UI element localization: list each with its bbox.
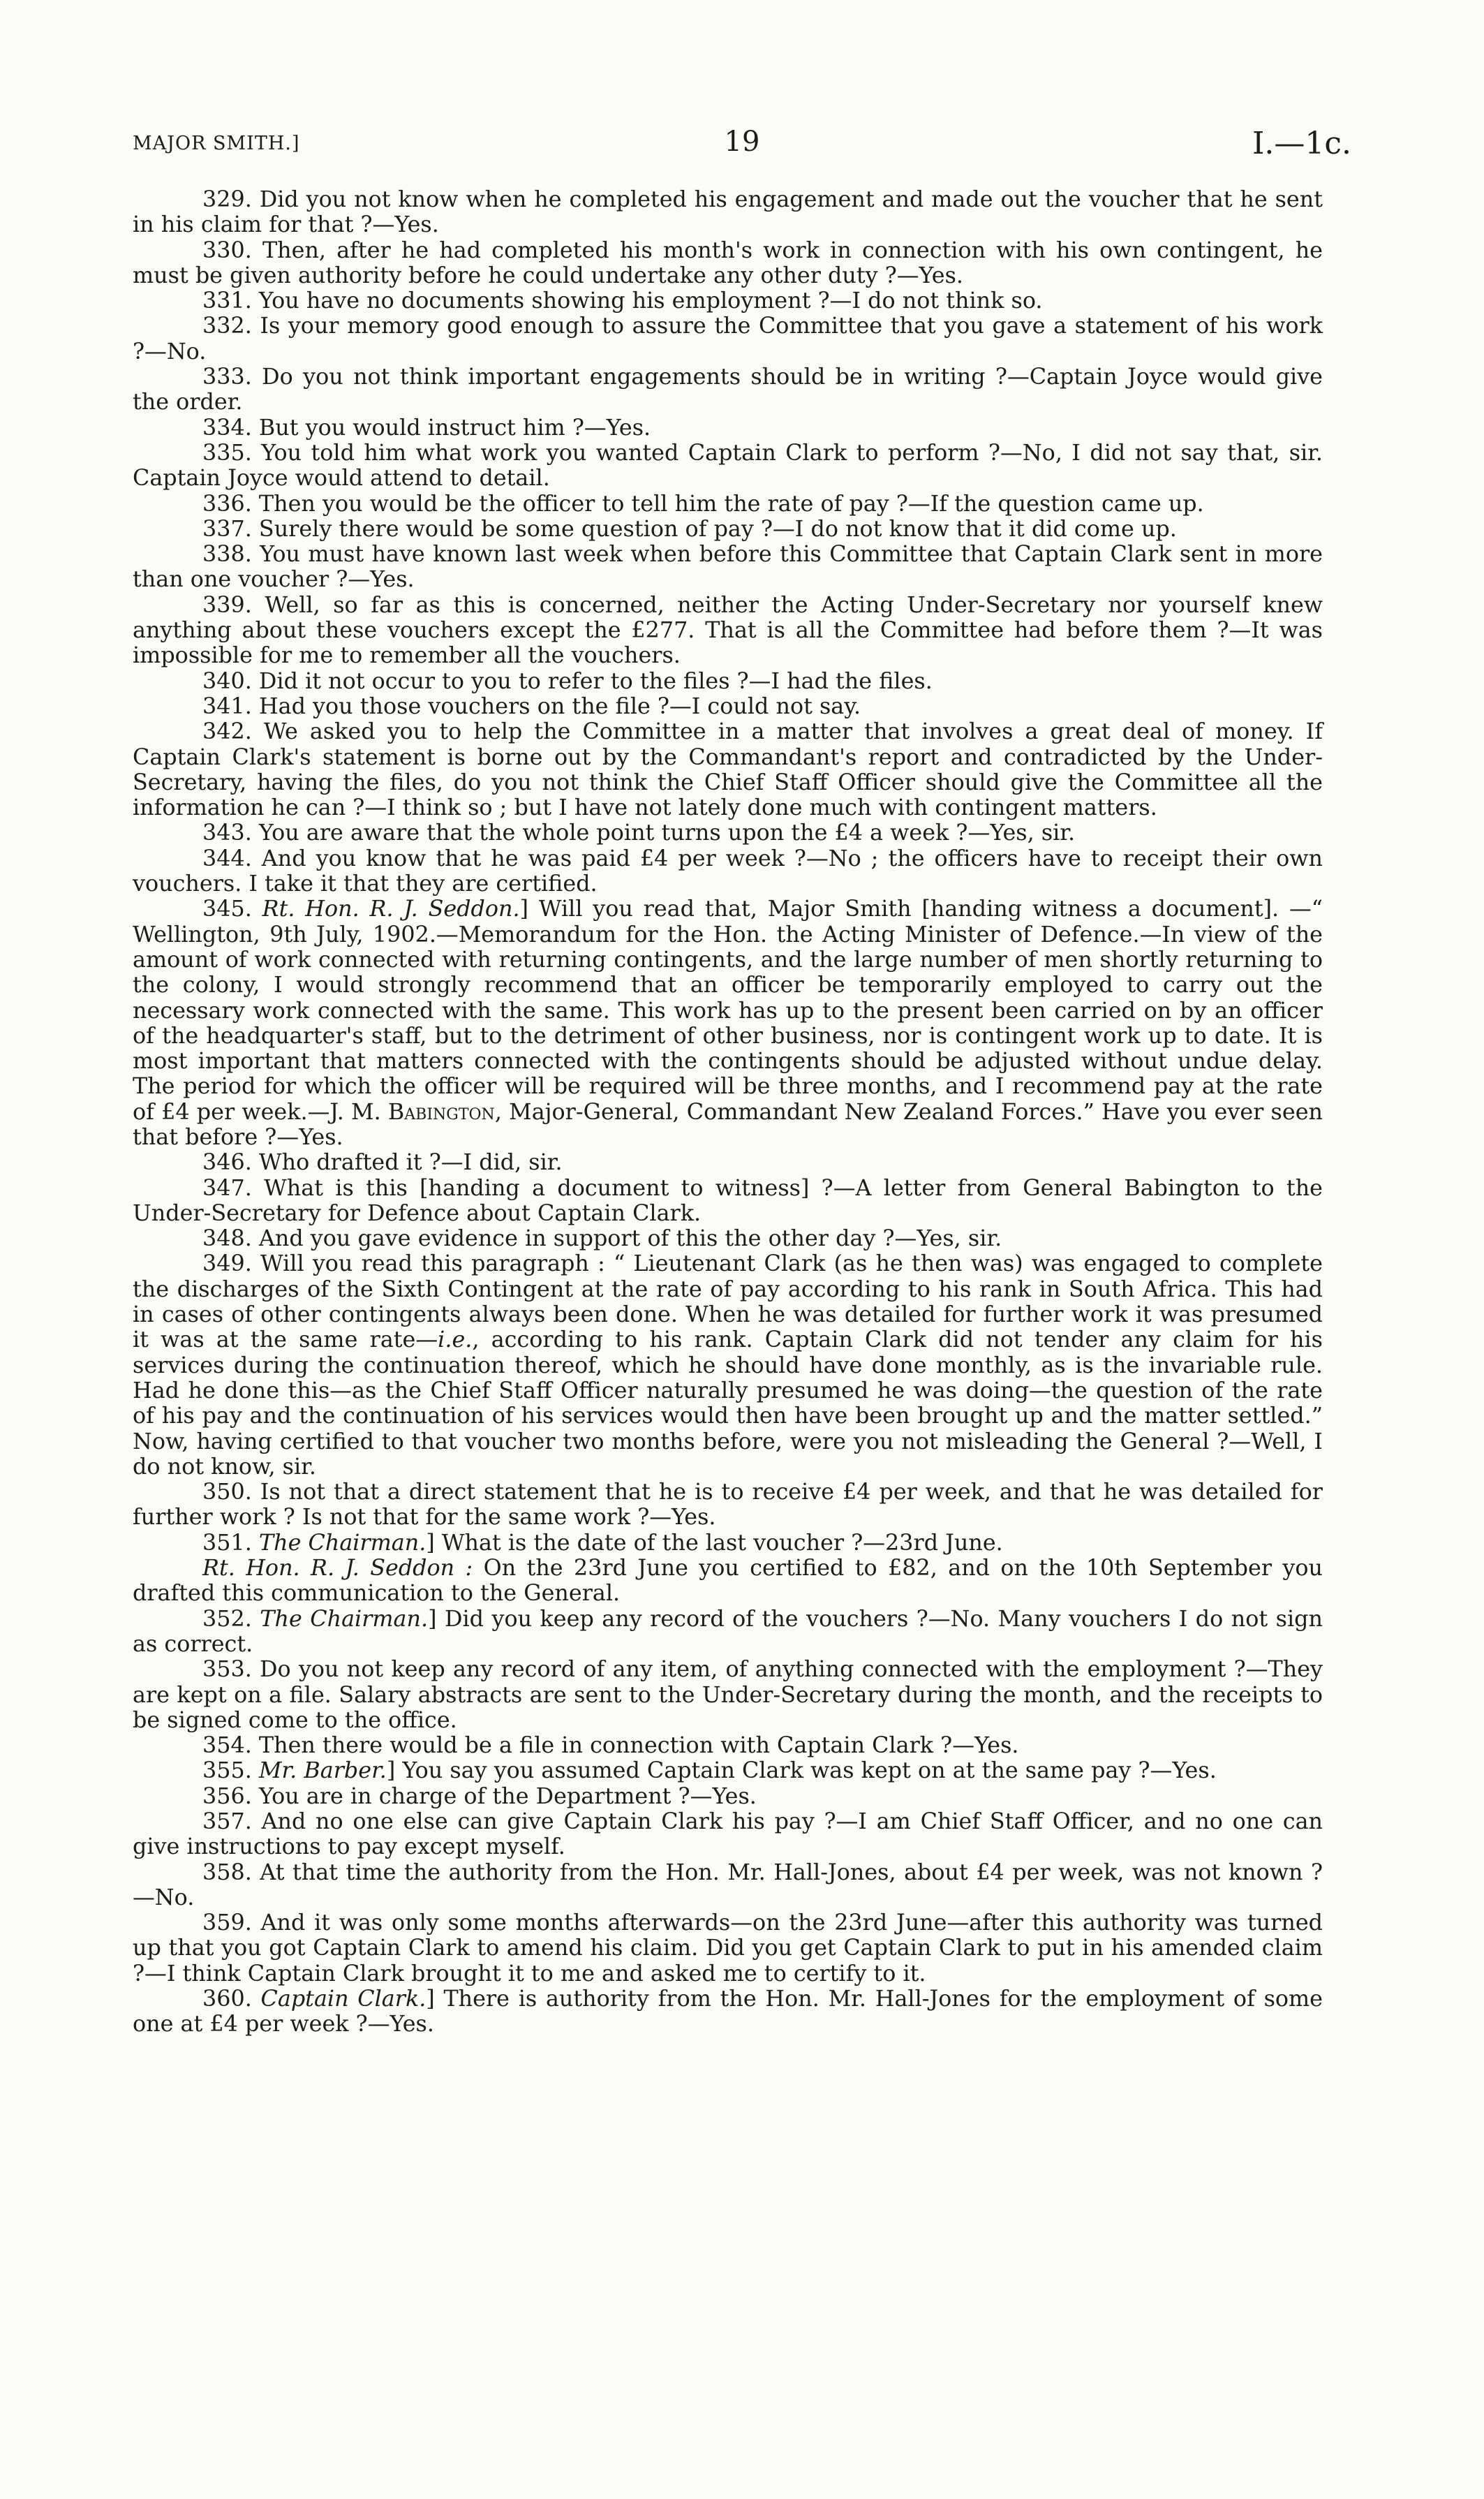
paragraph-text: 334. But you would instruct him ?—Yes. [202,414,651,441]
paragraph-text: 355. [202,1757,259,1784]
paragraph-text: ] Did you keep any record of the vouchers ?—No. Many vouchers I do not sign as correct. [133,1605,1323,1657]
evidence-paragraph [133,1556,1323,1607]
paragraph-text: 350. Is not that a direct statement that he is to receive £4 per week, and that he was detailed for further work ? Is not that for the same work ?—Yes. [133,1479,1323,1531]
paragraph-text: 338. You must have known last week when before this Committee that Captain Clark sent in more than one voucher ?—Yes. [133,541,1323,593]
paragraph-text: 348. And you gave evidence in support of this the other day ?—Yes, sir. [202,1225,1002,1252]
speaker-name: Captain Clark. [260,1986,426,2012]
paragraph-text: 344. And you know that he was paid £4 per week ?—No ; the officers have to receipt their own vouchers. I take it that they are certified. [133,845,1323,897]
paragraph-text: 358. At that time the authority from the Hon. Mr. Hall-Jones, about £4 per week, was not known ?—No. [133,1859,1323,1910]
evidence-paragraph [133,492,1323,517]
paragraph-text: ] What is the date of the last voucher ?—23rd June. [426,1529,1003,1556]
evidence-paragraph [133,1784,1323,1809]
speaker-name: Rt. Hon. R. J. Seddon : [202,1555,473,1582]
evidence-paragraph [133,694,1323,719]
evidence-paragraph [133,1251,1323,1480]
header-paper-reference: I.—1c. [1252,126,1351,161]
paragraph-text: 343. You are aware that the whole point turns upon the £4 a week ?—Yes, sir. [202,820,1076,846]
evidence-text [133,187,1323,2037]
paragraph-text: 330. Then, after he had completed his month's work in connection with his own contingent, he must be given authority before he could undertake any other duty ?—Yes. [133,237,1323,288]
evidence-paragraph [133,1809,1323,1860]
evidence-paragraph [133,187,1323,238]
paragraph-text: 339. Well, so far as this is concerned, neither the Acting Under-Secretary nor yourself knew anything about these vouchers except the £277. That is all the Committee had before them ?—It was impossible for me to remember all the vouchers. [133,591,1323,669]
paragraph-text: 345. [202,896,262,922]
paragraph-text: 353. Do you not keep any record of any item, of anything connected with the employment ?—They are kept on a file. Salary abstracts are sent to the Under-Secretary during the month, and the receipts to be signed come to the office. [133,1656,1323,1733]
signatory-name: Babington [387,1098,495,1125]
paragraph-text: 357. And no one else can give Captain Clark his pay ?—I am Chief Staff Officer, and no one can give instructions to pay except myself. [133,1808,1323,1860]
paragraph-text: 329. Did you not know when he completed his engagement and made out the voucher that he sent in his claim for that ?—Yes. [133,186,1323,238]
paragraph-text: 360. [202,1986,261,2012]
evidence-paragraph [133,415,1323,441]
paragraph-text: 356. You are in charge of the Department ?—Yes. [202,1783,757,1809]
evidence-paragraph [133,1480,1323,1531]
page-header [133,126,1351,168]
paragraph-text: 336. Then you would be the officer to tell him the rate of pay ?—If the question came up. [202,490,1204,517]
paragraph-text: 352. [202,1605,260,1632]
paragraph-text: , Major-General, Commandant New Zealand Forces.” Have you ever seen that before ?—Yes. [133,1098,1323,1150]
paragraph-text: 351. [202,1529,259,1556]
evidence-paragraph [133,542,1323,593]
paragraph-text: On the 23rd June you certified to £82, and on the 10th September you drafted this communication to the General. [133,1555,1323,1607]
paragraph-text: , according to his rank. Captain Clark did not tender any claim for his services during the continuation thereof, which he should have done monthly, as is the invariable rule. Had he done this—as the Chief Staff Officer naturally presumed he was doing—the question of the rate of his pay and the continuation of his services would then have been brought up and the matter settled.” Now, having certified to that voucher two months before, were you not misleading the General ?—Well, I do not know, sir. [133,1327,1323,1480]
speaker-name: The Chairman. [260,1605,429,1632]
evidence-paragraph [133,1733,1323,1758]
evidence-paragraph [133,593,1323,669]
paragraph-text: 341. Had you those vouchers on the file ?—I could not say. [202,693,861,719]
evidence-paragraph [133,846,1323,897]
speaker-name: Mr. Barber. [258,1757,387,1784]
evidence-paragraph [133,1758,1323,1783]
speaker-name: The Chairman. [258,1529,426,1556]
evidence-paragraph [133,719,1323,820]
evidence-paragraph [133,669,1323,694]
paragraph-text: 331. You have no documents showing his employment ?—I do not think so. [202,288,1043,314]
evidence-paragraph [133,820,1323,846]
evidence-paragraph [133,1607,1323,1658]
evidence-paragraph [133,1657,1323,1733]
paragraph-text: 349. Will you read this paragraph : “ Lieutenant Clark (as he then was) was engaged to complete the discharges of the Sixth Contingent at the rate of pay according to his rank in South Africa. This had in cases of other contingents always been done. When he was detailed for further work it was presumed it was at the same rate— [133,1251,1323,1353]
paragraph-text: ] There is authority from the Hon. Mr. Hall-Jones for the employment of some one at £4 per week ?—Yes. [133,1986,1323,2037]
evidence-paragraph [133,897,1323,1150]
header-witness-name: MAJOR SMITH.] [133,133,300,154]
evidence-paragraph [133,517,1323,542]
evidence-paragraph [133,364,1323,415]
speaker-name: Rt. Hon. R. J. Seddon. [262,896,520,922]
evidence-paragraph [133,314,1323,364]
paragraph-text: ] You say you assumed Captain Clark was kept on at the same pay ?—Yes. [386,1757,1217,1784]
paragraph-text: ] Will you read that, Major Smith [handing witness a document]. —“ Wellington, 9th July, 1902.—Memorandum for the Hon. the Acting Minister of Defence.—In view of the amount of work connected with returning contingents, and the large number of men shortly returning to the colony, I would strongly recommend that an officer be temporarily employed to carry out the necessary work connected with the same. This work has up to the present been carried on by an officer of the headquarter's staff, but to the detriment of other business, nor is contingent work up to date. It is most important that matters connected with the contingents should be adjusted without undue delay. The period for which the officer will be required will be three months, and I recommend pay at the rate of £4 per week.—J. M. [133,896,1323,1125]
paragraph-text: 332. Is your memory good enough to assure the Committee that you gave a statement of his work ?—No. [133,313,1323,364]
paragraph-text: 335. You told him what work you wanted Captain Clark to perform ?—No, I did not say that, sir. Captain Joyce would attend to detail. [133,439,1323,492]
evidence-paragraph [133,441,1323,492]
page-number: 19 [724,126,760,158]
evidence-paragraph [133,1860,1323,1911]
paragraph-text: 337. Surely there would be some question of pay ?—I do not know that it did come up. [202,515,1177,542]
evidence-paragraph [133,238,1323,289]
paragraph-text: 359. And it was only some months afterwards—on the 23rd June—after this authority was turned up that you got Captain Clark to amend his claim. Did you get Captain Clark to put in his amended claim ?—I think Captain Clark brought it to me and asked me to certify to it. [133,1910,1323,1986]
paragraph-text: 347. What is this [handing a document to witness] ?—A letter from General Babington to the Under-Secretary for Defence about Captain Clark. [133,1174,1323,1226]
evidence-paragraph [133,1226,1323,1251]
evidence-paragraph [133,288,1323,314]
evidence-paragraph [133,1986,1323,2037]
evidence-paragraph [133,1150,1323,1175]
paragraph-text: 346. Who drafted it ?—I did, sir. [202,1149,563,1176]
paragraph-text: 342. We asked you to help the Committee in a matter that involves a great deal of money. If Captain Clark's statement is borne out by the Commandant's report and contradicted by the Under-Secretary, having the files, do you not think the Chief Staff Officer should give the Committee all the information he can ?—I think so ; but I have not lately done much with contingent matters. [133,718,1323,821]
evidence-paragraph [133,1531,1323,1556]
evidence-paragraph [133,1176,1323,1227]
paragraph-text: 340. Did it not occur to you to refer to the files ?—I had the files. [202,668,933,694]
paragraph-text: 354. Then there would be a file in connection with Captain Clark ?—Yes. [202,1732,1019,1759]
paragraph-text: 333. Do you not think important engagements should be in writing ?—Captain Joyce would give the order. [133,364,1323,415]
evidence-paragraph [133,1910,1323,1986]
speaker-name: i.e. [438,1327,473,1353]
